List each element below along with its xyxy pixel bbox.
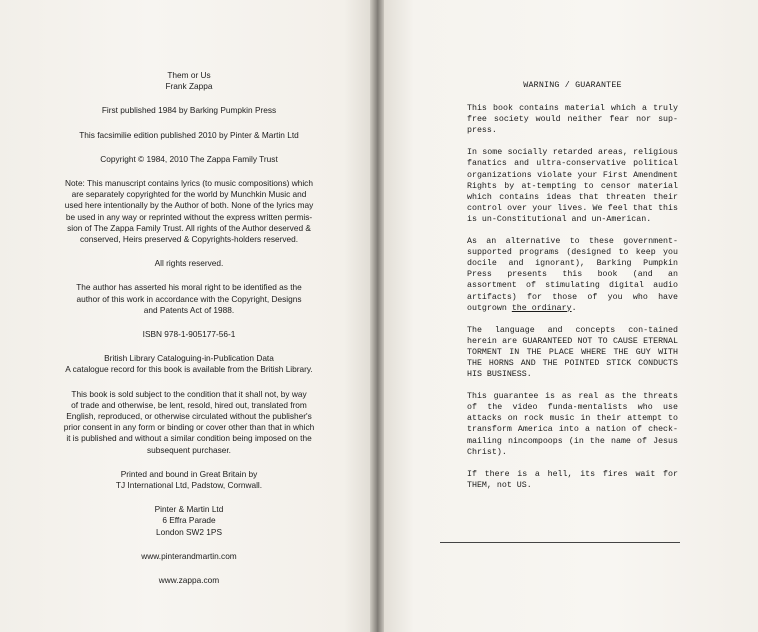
paragraph-5: This guarantee is as real as the threats of the video funda-mentalists who use attacks on rock music in their attempt to transform America into a nation of check-mailing nincompoops (in the name of Jesus Christ). — [467, 392, 678, 457]
facsimile-edition: This facsimilie edition published 2010 by Pinter & Martin Ltd — [79, 129, 299, 140]
all-rights-reserved: All rights reserved. — [154, 258, 224, 269]
printer-info: Printed and bound in Great Britain by TJ International Ltd, Padstow, Cornwall. — [115, 468, 263, 491]
left-page — [0, 0, 374, 632]
book-author: Frank Zappa — [165, 81, 213, 92]
bottom-rule — [440, 542, 680, 543]
underlined-phrase: the ordinary — [511, 303, 572, 313]
paragraph-1: This book contains material which a truly free society would neither fear nor sup-press. — [467, 104, 678, 136]
sale-condition: This book is sold subject to the condition that it shall not, by way of trade and otherwise, be lent, resold, hired out, translated from English, reproduced, or otherwise circulated without the publisher's prior consent in any form or binding or cover other than that in which it is published and without a similar condition being imposed on the subsequent purchaser. — [63, 388, 315, 455]
publisher-address: Pinter & Martin Ltd 6 Effra Parade London SW2 1PS — [154, 504, 224, 537]
paragraph-4: The language and concepts con-tained herein are GUARANTEED NOT TO CAUSE ETERNAL TORMENT IN THE PLACE WHERE THE GUY WITH THE HORNS AND THE POINTED STICK CONDUCTS HIS BUSINESS. — [467, 325, 678, 380]
cataloguing-data: British Library Cataloguing-in-Publication Data A catalogue record for this book is available from the British Library. — [65, 353, 313, 375]
paragraph-6: If there is a hell, its fires wait for THEM, not US. — [467, 469, 678, 490]
book-title: Them or Us — [167, 70, 211, 80]
right-page — [384, 0, 758, 632]
copyright-line: Copyright © 1984, 2010 The Zappa Family Trust — [100, 153, 278, 164]
zappa-website: www.zappa.com — [158, 575, 220, 586]
paragraph-2: In some socially retarded areas, religious fanatics and ultra-conservative political organizations violate your First Amendment Rights by at-tempting to censor material which contains ideas that threaten their control over your lives. We feel that this is un-Constitutional and un-American. — [467, 148, 678, 224]
copyright-page-text — [44, 70, 334, 599]
first-published: First published 1984 by Barking Pumpkin Press — [101, 105, 277, 116]
warning-heading: WARNING / GUARANTEE — [523, 81, 622, 90]
lyrics-note: Note: This manuscript contains lyrics (to music compositions) which are separately copyrighted for the world by Munchkin Music and used here intentionally by the Author of both. None of the lyrics may be used in any way or reprinted without the express written permis- sion of The Zappa Family Trust. All rights of the Author deserved & conserved, Heirs preserved & Copyrights-holders reserved. — [64, 178, 314, 245]
isbn: ISBN 978-1-905177-56-1 — [142, 329, 236, 340]
warning-guarantee-text — [467, 80, 678, 502]
book-gutter — [370, 0, 384, 632]
moral-right-statement: The author has asserted his moral right to be identified as the author of this work in accordance with the Copyright, Designs and Patents Act of 1988. — [76, 282, 302, 315]
publisher-website: www.pinterandmartin.com — [141, 550, 237, 561]
paragraph-3: As an alternative to these government-supported programs (designed to keep you docile and ignorant), Barking Pumpkin Press presents this book (and an assortment of stimulating digital audio artifacts) for those of you who have outgrown the ordinary. — [467, 237, 678, 313]
